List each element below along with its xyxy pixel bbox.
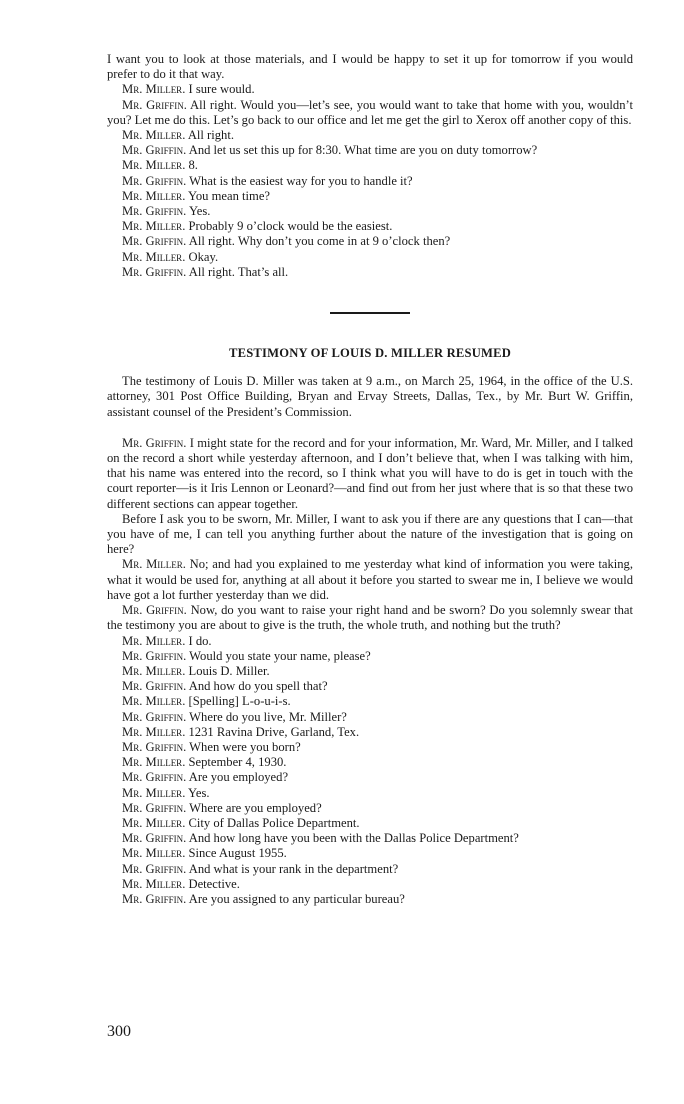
utterance-text: Where do you live, Mr. Miller? — [189, 709, 347, 724]
speaker-label: Mr. Miller. — [122, 128, 186, 143]
section-heading: TESTIMONY OF LOUIS D. MILLER RESUMED — [229, 346, 511, 361]
transcript-line — [107, 634, 633, 649]
speaker-label: Mr. Miller. — [122, 82, 186, 97]
speaker-label: Mr. Griffin. — [122, 435, 187, 450]
utterance-text: All right. — [187, 128, 234, 143]
utterance-text: Where are you employed? — [189, 800, 322, 815]
transcript-line — [107, 436, 633, 512]
page-number: 300 — [107, 1023, 131, 1040]
utterance-text: Yes. — [188, 785, 210, 800]
speaker-label: Mr. Miller. — [122, 633, 186, 648]
transcript-line — [107, 801, 633, 816]
speaker-label: Mr. Griffin. — [122, 800, 187, 815]
utterance-text: Okay. — [188, 249, 219, 264]
utterance-text: [Spelling] L-o-u-i-s. — [188, 694, 291, 709]
transcript-line — [107, 189, 633, 204]
utterance-text: Are you employed? — [188, 770, 289, 785]
speaker-label: Mr. Miller. — [122, 219, 186, 234]
utterance-text: I might state for the record and for your information, Mr. Ward, Mr. Miller, and I talked on the record a short while yesterday afternoon, and I don’t believe that, when I was talking with him, that his name was entered into the record, so I think what you will have to do is get in touch with the court reporter—is it Iris Lennon or Leonard?—and find out from her just where that is so that these two different sections can appear together. — [107, 435, 633, 511]
speaker-label: Mr. Griffin. — [122, 648, 187, 663]
speaker-label: Mr. Griffin. — [122, 739, 187, 754]
speaker-label: Mr. Miller. — [122, 249, 186, 264]
transcript-line — [107, 725, 633, 740]
transcript-line — [107, 755, 633, 770]
transcript-line — [107, 770, 633, 785]
utterance-text: I want you to look at those materials, and I would be happy to set it up for tomorrow if you would prefer to do it that way. — [107, 52, 633, 82]
speaker-label: Mr. Miller. — [122, 876, 186, 891]
transcript-line — [107, 250, 633, 265]
utterance-text: Before I ask you to be sworn, Mr. Miller, I want to ask you if there are any questions that I can—that you have of me, I can tell you anything further about the nature of the investigation that is going on here? — [107, 511, 633, 557]
transcript-line — [107, 219, 633, 234]
transcript-line — [107, 649, 633, 664]
speaker-label: Mr. Griffin. — [122, 97, 187, 112]
utterance-text: Detective. — [188, 876, 240, 891]
utterance-text: Probably 9 o’clock would be the easiest. — [188, 219, 393, 234]
utterance-text: Since August 1955. — [188, 846, 287, 861]
transcript-line — [107, 740, 633, 755]
transcript-line — [107, 710, 633, 725]
utterance-text: Would you state your name, please? — [189, 648, 371, 663]
speaker-label: Mr. Griffin. — [122, 204, 187, 219]
speaker-label: Mr. Griffin. — [122, 770, 187, 785]
speaker-label: Mr. Miller. — [122, 815, 186, 830]
utterance-text: All right. Would you—let’s see, you would want to take that home with you, wouldn’t you? Let me do this. Let’s go back to our office and let me get the girl to Xerox off another copy of this. — [107, 97, 633, 127]
transcript-line — [107, 143, 633, 158]
transcript-line — [107, 694, 633, 709]
testimony-body — [107, 436, 633, 907]
transcript-line — [107, 786, 633, 801]
speaker-label: Mr. Miller. — [122, 158, 186, 173]
speaker-label: Mr. Griffin. — [122, 143, 187, 158]
utterance-text: And how long have you been with the Dallas Police Department? — [188, 831, 519, 846]
transcript-line — [107, 603, 633, 633]
speaker-label: Mr. Griffin. — [122, 709, 187, 724]
transcript-line — [107, 234, 633, 249]
transcript-line — [107, 158, 633, 173]
utterance-text: And let us set this up for 8:30. What time are you on duty tomorrow? — [188, 143, 538, 158]
speaker-label: Mr. Miller. — [122, 663, 186, 678]
utterance-text: Louis D. Miller. — [188, 663, 270, 678]
utterance-text: You mean time? — [188, 188, 271, 203]
transcript-line — [107, 512, 633, 558]
transcript-line — [107, 664, 633, 679]
speaker-label: Mr. Miller. — [122, 846, 186, 861]
transcript-line — [107, 204, 633, 219]
transcript-line — [107, 98, 633, 128]
utterance-text: 1231 Ravina Drive, Garland, Tex. — [188, 724, 360, 739]
utterance-text: All right. Why don’t you come in at 9 o’clock then? — [188, 234, 451, 249]
transcript-line — [107, 846, 633, 861]
speaker-label: Mr. Miller. — [122, 557, 186, 572]
transcript-line — [107, 862, 633, 877]
transcript-line — [107, 265, 633, 280]
transcript-line — [107, 128, 633, 143]
transcript-line — [107, 557, 633, 603]
top-transcript-block — [107, 52, 633, 280]
utterance-text: No; and had you explained to me yesterday what kind of information you were taking, what it would be used for, anything at all about it before you started to swear me in, I believe we would have got a lot further yesterday than we did. — [107, 557, 633, 602]
transcript-line — [107, 82, 633, 97]
utterance-text: City of Dallas Police Department. — [188, 815, 360, 830]
transcript-line — [107, 679, 633, 694]
utterance-text: I sure would. — [188, 82, 255, 97]
transcript-page — [107, 52, 633, 907]
speaker-label: Mr. Miller. — [122, 188, 186, 203]
utterance-text: All right. That’s all. — [188, 264, 289, 279]
speaker-label: Mr. Griffin. — [122, 603, 187, 618]
utterance-text: I do. — [188, 633, 212, 648]
speaker-label: Mr. Griffin. — [122, 891, 187, 906]
speaker-label: Mr. Griffin. — [122, 831, 187, 846]
transcript-line — [107, 831, 633, 846]
utterance-text: 8. — [188, 158, 198, 173]
utterance-text: Are you assigned to any particular bureau? — [188, 891, 405, 906]
speaker-label: Mr. Miller. — [122, 724, 186, 739]
speaker-label: Mr. Griffin. — [122, 861, 187, 876]
utterance-text: What is the easiest way for you to handle it? — [189, 173, 413, 188]
intro-paragraph: The testimony of Louis D. Miller was taken at 9 a.m., on March 25, 1964, in the office of the U.S. attorney, 301 Post Office Building, Bryan and Ervay Streets, Dallas, Tex., by Mr. Burt W. Griffin, assistant counsel of the President’s Commission. — [107, 374, 633, 419]
transcript-line — [107, 174, 633, 189]
speaker-label: Mr. Griffin. — [122, 679, 187, 694]
speaker-label: Mr. Griffin. — [122, 173, 187, 188]
transcript-line — [107, 52, 633, 82]
speaker-label: Mr. Griffin. — [122, 264, 187, 279]
utterance-text: And how do you spell that? — [188, 679, 328, 694]
speaker-label: Mr. Miller. — [122, 785, 186, 800]
speaker-label: Mr. Griffin. — [122, 234, 187, 249]
utterance-text: Now, do you want to raise your right hand and be sworn? Do you solemnly swear that the testimony you are about to give is the truth, the whole truth, and nothing but the truth? — [107, 603, 634, 633]
speaker-label: Mr. Miller. — [122, 755, 186, 770]
utterance-text: When were you born? — [189, 739, 301, 754]
transcript-line — [107, 816, 633, 831]
speaker-label: Mr. Miller. — [122, 694, 186, 709]
transcript-line — [107, 877, 633, 892]
utterance-text: September 4, 1930. — [188, 755, 287, 770]
transcript-line — [107, 892, 633, 907]
utterance-text: And what is your rank in the department? — [188, 861, 399, 876]
utterance-text: Yes. — [188, 204, 211, 219]
section-divider — [330, 312, 410, 314]
